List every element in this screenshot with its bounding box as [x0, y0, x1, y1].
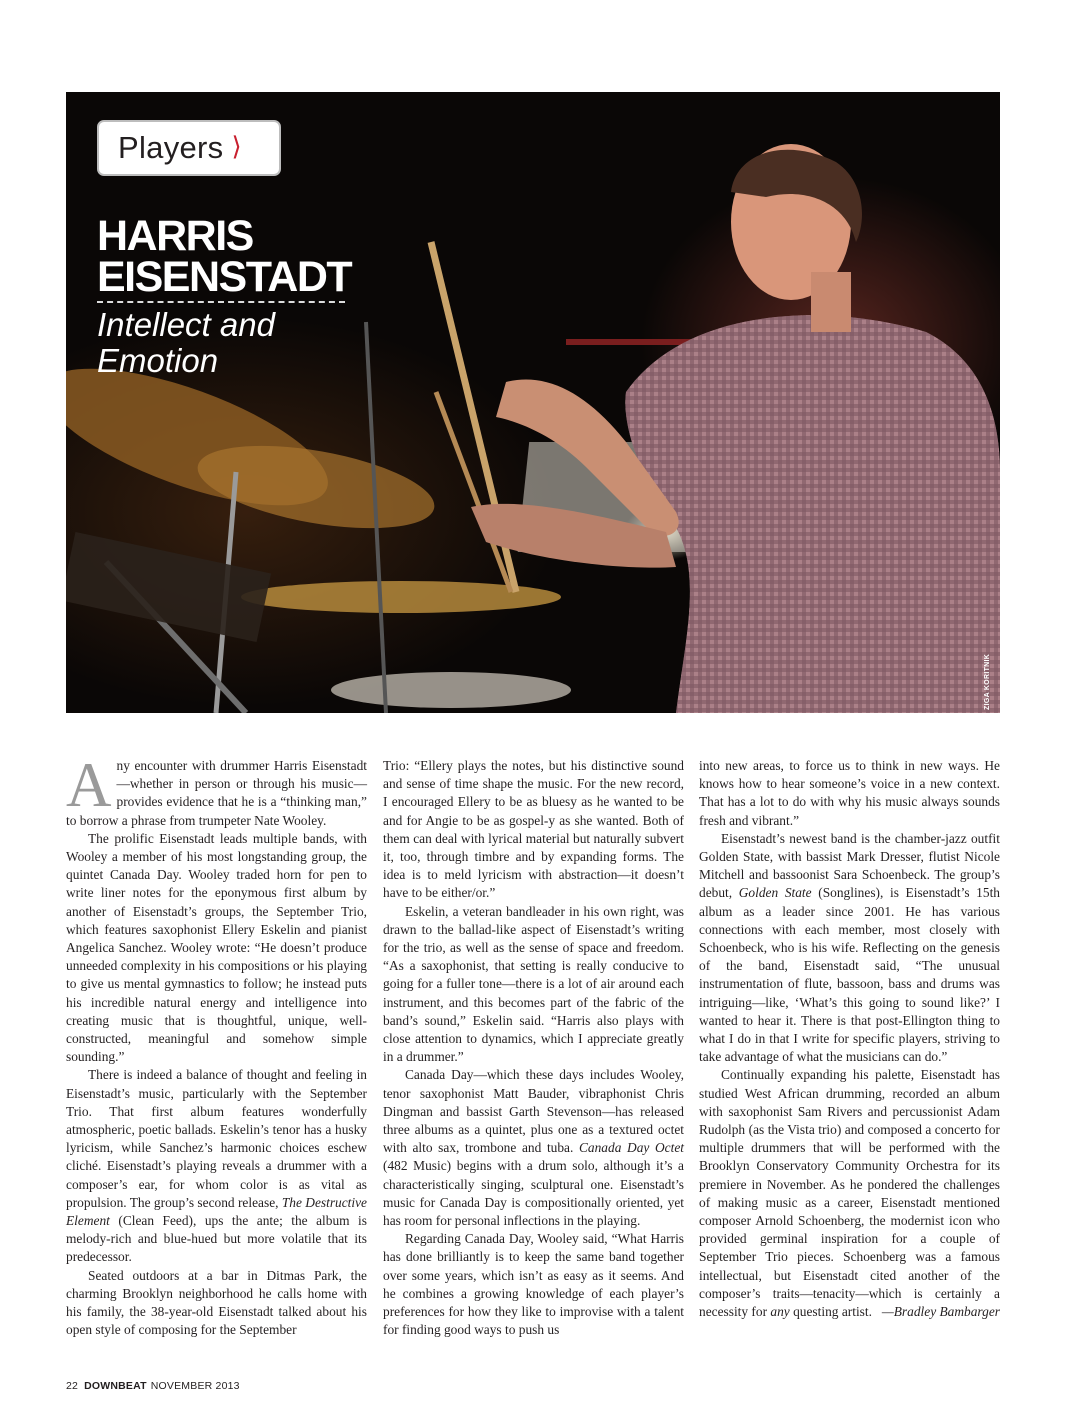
paragraph: There is indeed a balance of thought and feeling in Eisenstadt’s music, particularly with the September Trio. That first album features wonderfully atmospheric, poetic ballads. Eskelin’s tenor has a husky lyricism, while Sanchez’s harmonic choices eschew cliché. Eisenstadt’s playing reveals a drummer with a composer’s ear, for whom color is as vital as propulsion. The group’s second release, The Destructive Element (Clean Feed), ups the ante; the album is melody-rich and blue-hued but more volatile that its predecessor.	[66, 1067, 368, 1265]
album-title: The Destructive Element	[66, 1194, 368, 1229]
paragraph: The prolific Eisenstadt leads multiple bands, with Wooley a member of his most longstanding group, the quintet Canada Day. Wooley traded horn for pen to write liner notes for the eponymous first album by another of Eisenstadt’s groups, the September Trio, which features saxophonist Ellery Eskelin and pianist Angelica Sanchez. Wooley wrote: “He doesn’t produce unneeded complexity in his compositions or his playing to give us mental gymnastics to follow; he instead puts his incredible natural energy and intelligence into creating music that is thoughtful, unique, well-constructed, meaningful and somehow simple sounding.”	[66, 830, 367, 1065]
headline-name-line1: HARRIS	[97, 212, 253, 260]
page-footer	[66, 1380, 240, 1392]
headline-name	[97, 212, 357, 301]
article-column-1	[66, 750, 368, 1340]
magazine-name: DOWNBEAT	[84, 1380, 147, 1392]
paragraph: Any encounter with drummer Harris Eisenstadt—whether in person or through his music—provides evidence that he is a “thinking man,” to borrow a phrase from trumpeter Nate Wooley.	[66, 750, 367, 828]
chevron-right-icon: ⟩	[231, 132, 242, 162]
paragraph: into new areas, to force us to think in new ways. He knows how to hear someone’s voice in a new context. That has a lot to do with why his music always sounds fresh and vibrant.”	[699, 758, 1000, 828]
headline	[97, 212, 357, 379]
paragraph: Trio: “Ellery plays the notes, but his distinctive sound and sense of time shape the music. For the new record, I encouraged Ellery to be as bluesy as he wanted to be and for Angie to be as gospel-y as she wanted. Both of them can deal with lyrical material but naturally subvert it, too, through timbre and by expanding forms. The idea is to meld lyricism with abstraction—it doesn’t have to be either/or.”	[383, 758, 684, 901]
article-column-2	[383, 757, 684, 1340]
paragraph: Eskelin, a veteran bandleader in his own right, was drawn to the ballad-like aspect of Eisenstadt’s writing for the trio, as well as the sense of space and freedom. “As a saxophonist, that setting is really conducive to going for a fuller tone—there is a lot of air around each instrument, and this becomes part of the fabric of the band’s sound,” Eskelin said. “Harris also plays with close attention to dynamics, which I appreciate greatly in a drummer.”	[383, 903, 684, 1065]
paragraph: Seated outdoors at a bar in Ditmas Park, the charming Brooklyn neighborhood he calls home with his family, the 38-year-old Eisenstadt talked about his open style of composing for the September	[66, 1267, 367, 1338]
subtitle-line1: Intellect and	[97, 306, 275, 343]
section-tab	[97, 120, 281, 176]
section-label: Players	[118, 130, 224, 165]
emphasis: any	[770, 1304, 790, 1320]
page-number: 22	[66, 1380, 79, 1392]
paragraph: Eisenstadt’s newest band is the chamber-jazz outfit Golden State, with bassist Mark Dresser, flutist Nicole Mitchell and bassoonist Sara Schoenbeck. The group’s debut, Golden State (Songlines), is Eisenstadt’s 15th album as a leader since 2001. He has various connections with each member, most closely with Schoenbeck, who is his wife. Reflecting on the genesis of the band, Eisenstadt said, “The unusual instrumentation of flute, bassoon, bass and drums was intriguing—like, ‘What’s this going to sound like?’ I wanted to hear it. There is that post-Ellington thing to what I do in that I write for specific players, striving to take advantage of what the musicians can do.”	[699, 830, 1000, 1065]
headline-subtitle	[97, 307, 357, 379]
paragraph: Continually expanding his palette, Eisenstadt has studied West African drumming, recorded an album with saxophonist Sam Rivers and percussionist Adam Rudolph (as the Vista trio) and composed a concerto for multiple drummers that will be performed with the Brooklyn Conservatory Community Orchestra for its premiere in November. As he pondered the challenges of making music as a career, Eisenstadt mentioned composer Arnold Schoenberg, the modernist icon who provided germinal inspiration for a couple of September Trio pieces. Schoenberg was a famous intellectual, but Eisenstadt cited another of the composer’s traits—tenacity—which is certainly a necessity for any questing artist.	[699, 1067, 1000, 1320]
drop-cap: A	[66, 750, 112, 820]
article-column-3	[699, 757, 1000, 1321]
issue-date: NOVEMBER 2013	[150, 1380, 240, 1392]
album-title: Canada Day Octet	[578, 1140, 684, 1156]
photo-credit: ZIGA KORITNIK	[984, 653, 991, 710]
subtitle-line2: Emotion	[97, 342, 219, 379]
headline-name-line2: EISENSTADT	[97, 253, 352, 301]
drummer-photo-icon	[66, 92, 1000, 713]
headline-divider	[97, 301, 345, 303]
author-byline: —Bradley Bambarger	[881, 1304, 1000, 1320]
article-body	[66, 750, 1000, 1362]
album-title: Golden State	[738, 885, 812, 901]
paragraph: Canada Day—which these days includes Wooley, tenor saxophonist Matt Bauder, vibraphonist Chris Dingman and bassist Garth Stevenson—has released three albums as a quintet, plus one as a textured octet with alto sax, trombone and tuba. Canada Day Octet (482 Music) begins with a drum solo, although it’s a characteristically singing, sculptural one. Eisenstadt’s music for Canada Day is compositionally oriented, yet has room for personal inflections in the playing.	[383, 1067, 684, 1229]
paragraph: Regarding Canada Day, Wooley said, “What Harris has done brilliantly is to keep the same band together over some years, which isn’t as easy as it seems. And he combines a growing knowledge of each player’s preferences for how they like to improvise with a talent for finding good ways to push us	[383, 1231, 684, 1338]
hero-photo	[66, 92, 1000, 713]
